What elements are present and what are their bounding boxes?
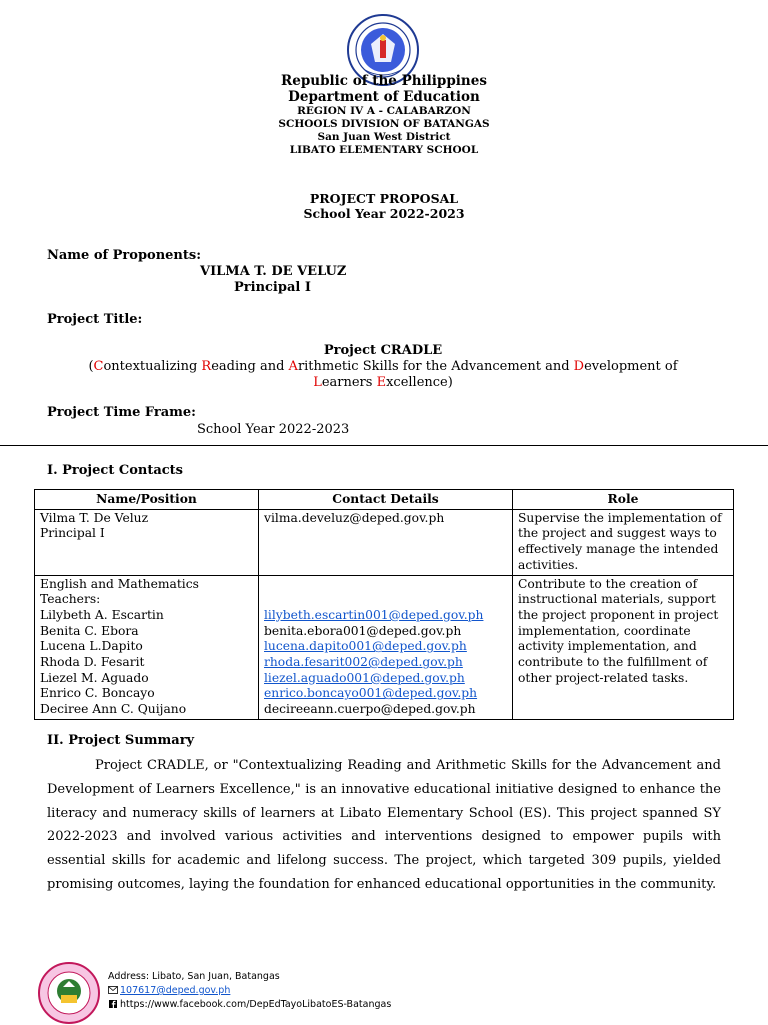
acronym-letter: A xyxy=(288,359,298,374)
footer-email-line xyxy=(108,984,391,998)
proposal-heading xyxy=(0,191,768,221)
letterhead xyxy=(0,73,768,157)
table-header-row xyxy=(35,490,734,510)
contact-name: Deciree Ann C. Quijano xyxy=(40,702,187,717)
email-text: vilma.develuz@deped.gov.ph xyxy=(264,510,445,525)
footer-address: Address: Libato, San Juan, Batangas xyxy=(108,971,280,982)
proponent-name: VILMA T. DE VELUZ xyxy=(200,264,347,279)
summary-heading: II. Project Summary xyxy=(47,733,195,748)
name-position-cell xyxy=(35,575,259,719)
district-line: San Juan West District xyxy=(317,131,451,143)
footer xyxy=(108,970,391,1012)
contact-name: Principal I xyxy=(40,526,105,541)
contacts-table xyxy=(34,489,734,720)
project-name: Project CRADLE xyxy=(323,343,443,358)
contact-name: Rhoda D. Fesarit xyxy=(40,655,145,670)
contact-name: Teachers: xyxy=(40,592,101,607)
project-acronym-line-2 xyxy=(40,375,726,391)
contact-name: English and Mathematics xyxy=(40,576,199,591)
table-row xyxy=(35,575,734,719)
column-header-name: Name/Position xyxy=(35,490,259,510)
school-line: LIBATO ELEMENTARY SCHOOL xyxy=(289,144,479,156)
proposal-title: PROJECT PROPOSAL xyxy=(309,191,459,206)
section-divider xyxy=(0,445,768,446)
acronym-text: rithmetic Skills for the Advancement and xyxy=(297,359,574,374)
acronym-letter: R xyxy=(201,359,212,374)
email-link[interactable]: lilybeth.escartin001@deped.gov.ph xyxy=(264,607,484,622)
footer-facebook-line xyxy=(108,998,391,1012)
acronym-letter: E xyxy=(376,375,387,390)
acronym-text: earners xyxy=(321,375,377,390)
time-frame-label: Project Time Frame: xyxy=(47,405,196,420)
proposal-school-year: School Year 2022-2023 xyxy=(303,206,465,221)
email-text xyxy=(264,592,507,608)
acronym-text: eading and xyxy=(211,359,289,374)
email-text: benita.ebora001@deped.gov.ph xyxy=(264,623,462,638)
proponent-position: Principal I xyxy=(234,280,311,295)
acronym-text: evelopment of xyxy=(584,359,678,374)
role-cell: Contribute to the creation of instructional materials, support the project proponent in project implementation, coordinate activity implementation, and contribute to the fulfillment of other project-related tasks. xyxy=(513,575,734,719)
footer-email-link[interactable]: 107617@deped.gov.ph xyxy=(120,985,231,996)
contacts-heading: I. Project Contacts xyxy=(47,463,183,478)
division-line: SCHOOLS DIVISION OF BATANGAS xyxy=(278,118,490,130)
acronym-letter: C xyxy=(93,359,104,374)
acronym-text: xcellence) xyxy=(386,375,453,390)
column-header-contact: Contact Details xyxy=(259,490,513,510)
contact-details-cell xyxy=(259,575,513,719)
summary-paragraph: Project CRADLE, or "Contextualizing Reading and Arithmetic Skills for the Advancement and Development of Learners Excellence," is an innovative educational initiative designed to enhance the literacy and numeracy skills of learners at Libato Elementary School (ES). This project spanned SY 2022-2023 and involved various activities and interventions designed to empower pupils with essential skills for academic and lifelong success. The project, which targeted 309 pupils, yielded promising outcomes, laying the foundation for enhanced educational opportunities in the community. xyxy=(47,758,721,892)
email-link[interactable]: enrico.boncayo001@deped.gov.ph xyxy=(264,686,478,701)
project-title-label: Project Title: xyxy=(47,312,143,327)
contact-name: Lucena L.Dapito xyxy=(40,639,143,654)
republic-line: Republic of the Philippines xyxy=(281,73,487,89)
table-row xyxy=(35,509,734,575)
column-header-role: Role xyxy=(513,490,734,510)
school-logo xyxy=(37,961,101,1025)
email-link[interactable]: lucena.dapito001@deped.gov.ph xyxy=(264,639,467,654)
proponents-label: Name of Proponents: xyxy=(47,248,202,263)
time-frame-value: School Year 2022-2023 xyxy=(197,422,350,437)
email-icon xyxy=(108,986,118,994)
acronym-letter: L xyxy=(313,375,322,390)
department-line: Department of Education xyxy=(288,89,480,105)
acronym-text: ontextualizing xyxy=(103,359,202,374)
project-title-block xyxy=(40,343,726,391)
facebook-icon xyxy=(108,1000,118,1008)
acronym-letter: D xyxy=(573,359,585,374)
contact-name: Liezel M. Aguado xyxy=(40,670,149,685)
contact-name: Enrico C. Boncayo xyxy=(40,686,155,701)
contact-details-cell xyxy=(259,509,513,575)
email-link[interactable]: rhoda.fesarit002@deped.gov.ph xyxy=(264,655,463,670)
contact-name: Benita C. Ebora xyxy=(40,623,139,638)
email-link[interactable]: liezel.aguado001@deped.gov.ph xyxy=(264,670,465,685)
role-cell: Supervise the implementation of the project and suggest ways to effectively manage the intended activities. xyxy=(513,509,734,575)
project-acronym-line-1 xyxy=(40,359,726,375)
region-line: REGION IV A - CALABARZON xyxy=(297,105,471,117)
footer-facebook-link[interactable]: https://www.facebook.com/DepEdTayoLibatoES-Batangas xyxy=(120,999,392,1010)
name-position-cell xyxy=(35,509,259,575)
email-text xyxy=(264,577,507,593)
acronym-text: ( xyxy=(88,359,94,374)
contact-name: Lilybeth A. Escartin xyxy=(40,607,164,622)
contact-name: Vilma T. De Veluz xyxy=(40,510,149,525)
email-text: decireeann.cuerpo@deped.gov.ph xyxy=(264,702,476,717)
